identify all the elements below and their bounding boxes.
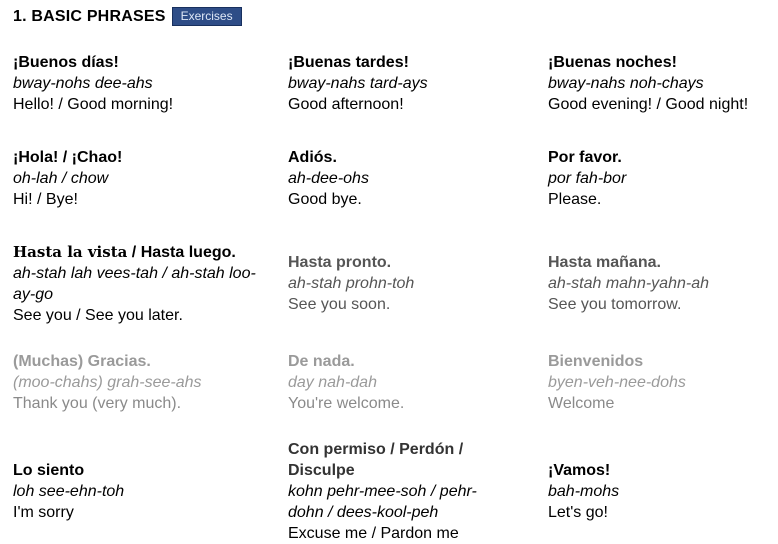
translation: Good bye.: [288, 191, 362, 208]
spanish-phrase: Hasta pronto.: [288, 254, 392, 271]
translation: Let's go!: [548, 504, 608, 521]
phrase-card: [13, 351, 253, 414]
spanish-phrase: [13, 242, 261, 263]
phrase-card: [288, 52, 528, 115]
pronunciation: por fah-bor: [548, 170, 627, 187]
phrase-card: [288, 252, 528, 315]
pronunciation: day nah-dah: [288, 374, 377, 391]
pronunciation: ah-stah mahn-yahn-ah: [548, 275, 709, 292]
translation: Good evening! / Good night!: [548, 96, 749, 113]
translation: See you soon.: [288, 296, 391, 313]
spanish-phrase: ¡Vamos!: [548, 462, 611, 479]
phrase-card: [13, 242, 261, 326]
phrase-card: [13, 52, 253, 115]
pronunciation: byen-veh-nee-dohs: [548, 374, 686, 391]
spanish-phrase: (Muchas) Gracias.: [13, 353, 151, 370]
spanish-phrase: ¡Buenas noches!: [548, 54, 677, 71]
spanish-phrase-part: / Hasta luego.: [127, 244, 236, 261]
spanish-phrase: ¡Buenas tardes!: [288, 54, 409, 71]
phrase-card: [548, 351, 778, 414]
translation: Thank you (very much).: [13, 395, 182, 412]
spanish-phrase: ¡Buenos días!: [13, 54, 119, 71]
spanish-phrase: De nada.: [288, 353, 355, 370]
spanish-phrase: Adiós.: [288, 149, 337, 166]
translation: Welcome: [548, 395, 615, 412]
phrase-card: [548, 147, 778, 210]
pronunciation: bway-nohs dee-ahs: [13, 75, 153, 92]
translation: Hello! / Good morning!: [13, 96, 174, 113]
pronunciation: oh-lah / chow: [13, 170, 109, 187]
translation: Excuse me / Pardon me: [288, 525, 459, 542]
phrase-card: [13, 460, 253, 523]
phrase-card: [548, 252, 778, 315]
pronunciation: bway-nahs noh-chays: [548, 75, 704, 92]
spanish-phrase: Con permiso / Perdón / Disculpe: [288, 441, 464, 479]
phrase-card: [548, 52, 776, 115]
section-title: 1. BASIC PHRASES: [13, 7, 166, 25]
pronunciation: ah-stah lah vees-tah / ah-stah loo-ay-go: [13, 265, 256, 303]
section-header: [13, 7, 242, 26]
spanish-phrase: Bienvenidos: [548, 353, 644, 370]
pronunciation: loh see-ehn-toh: [13, 483, 125, 500]
pronunciation: bway-nahs tard-ays: [288, 75, 428, 92]
spanish-phrase: ¡Hola! / ¡Chao!: [13, 149, 123, 166]
spanish-phrase-part: Hasta la vista: [13, 243, 128, 261]
translation: Please.: [548, 191, 602, 208]
phrase-card: [548, 460, 778, 523]
spanish-phrase: Hasta mañana.: [548, 254, 661, 271]
translation: See you / See you later.: [13, 307, 183, 324]
translation: Good afternoon!: [288, 96, 404, 113]
phrase-card: [288, 439, 510, 544]
pronunciation: (moo-chahs) grah-see-ahs: [13, 374, 202, 391]
phrase-card: [288, 147, 528, 210]
phrase-card: [288, 351, 528, 414]
phrase-card: [13, 147, 253, 210]
pronunciation: bah-mohs: [548, 483, 620, 500]
translation: You're welcome.: [288, 395, 405, 412]
pronunciation: ah-dee-ohs: [288, 170, 369, 187]
spanish-phrase: Lo siento: [13, 462, 85, 479]
exercises-button[interactable]: Exercises: [172, 7, 242, 26]
translation: I'm sorry: [13, 504, 74, 521]
translation: See you tomorrow.: [548, 296, 682, 313]
pronunciation: kohn pehr-mee-soh / pehr-dohn / dees-kool-peh: [288, 483, 477, 521]
spanish-phrase: Por favor.: [548, 149, 622, 166]
pronunciation: ah-stah prohn-toh: [288, 275, 415, 292]
translation: Hi! / Bye!: [13, 191, 78, 208]
